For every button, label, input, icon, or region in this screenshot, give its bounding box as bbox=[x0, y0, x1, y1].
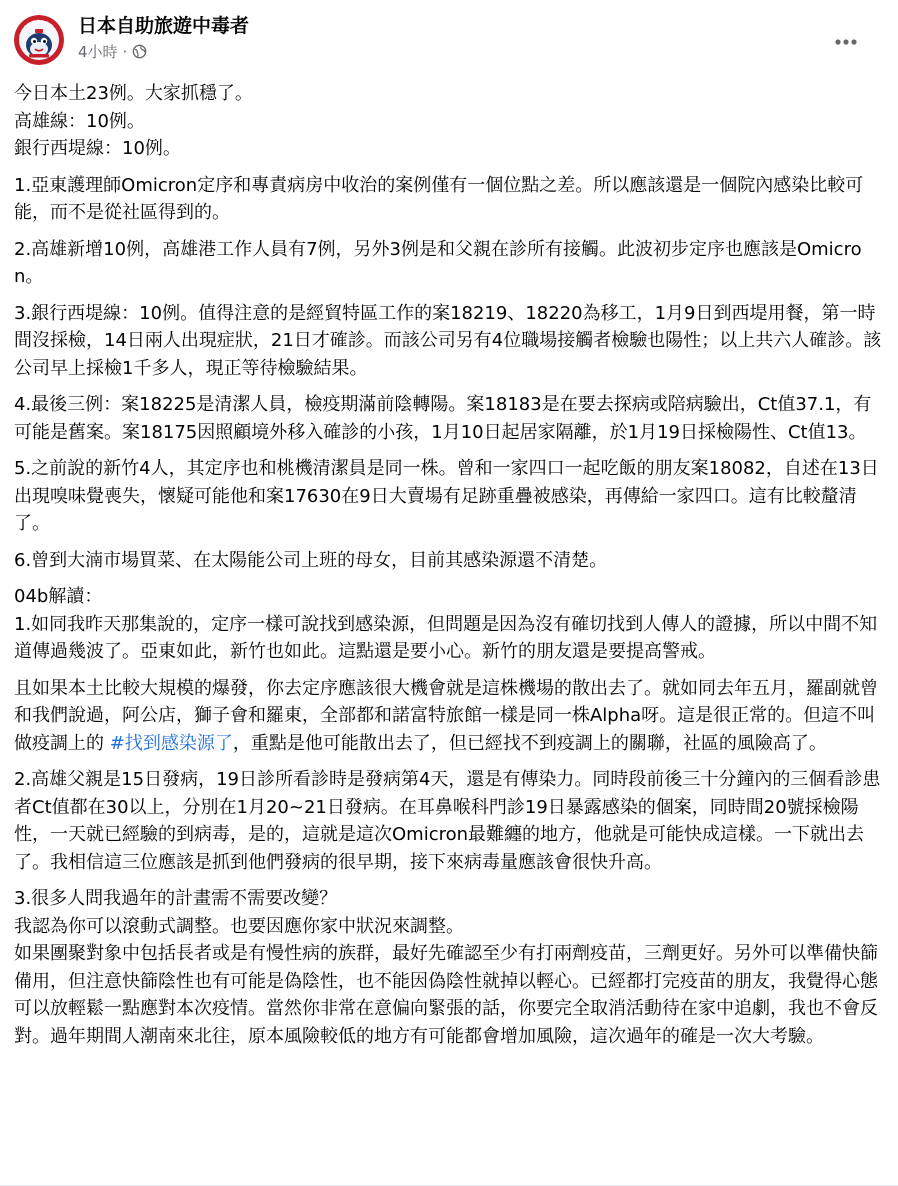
post-paragraph-analysis-extra bbox=[14, 675, 884, 758]
page-name[interactable]: 日本自助旅遊中毒者 bbox=[78, 15, 250, 37]
post-subline bbox=[78, 41, 249, 62]
avatar[interactable] bbox=[14, 15, 64, 65]
post-body bbox=[14, 80, 884, 1050]
avatar-mascot-icon bbox=[14, 15, 64, 65]
avatar-badge-text: 日本自助旅遊中毒者 bbox=[18, 18, 55, 38]
post-paragraph-4: 4.最後三例：案18225是清潔人員，檢疫期滿前陰轉陽。案18183是在要去探病或陪病驗出，Ct值37.1，有可能是舊案。案18175因照顧境外移入確診的小孩，1月10日起居家隔離，於1月19日採檢陽性、Ct值13。 bbox=[14, 394, 872, 443]
post-paragraph-analysis-2: 2.高雄父親是15日發病，19日診所看診時是發病第4天，還是有傳染力。同時段前後三十分鐘內的三個看診患者Ct值都在30以上，分別在1月20~21日發病。在耳鼻喉科門診19日暴露感染的個案，同時間20號採檢陽性，一天就已經驗的到病毒，是的，這就是這次Omicron最難纏的地方，他就是可能快成這樣。一下就出去了。我相信這三位應該是抓到他們發病的很早期，接下來病毒量應該會很快升高。 bbox=[14, 769, 881, 873]
post-paragraph-2: 2.高雄新增10例，高雄港工作人員有7例，另外3例是和父親在診所有接觸。此波初步定序也應該是Omicron。 bbox=[14, 238, 862, 287]
post-meta bbox=[78, 13, 249, 62]
hashtag-link[interactable]: #找到感染源了 bbox=[109, 732, 233, 754]
post-paragraph-5: 5.之前說的新竹4人，其定序也和桃機清潔員是同一株。曾和一家四口一起吃飯的朋友案18082，自述在13日出現嗅味覺喪失，懷疑可能他和案17630在9日大賣場有足跡重疊被感染，再傳給一家四口。這有比較釐清了。 bbox=[14, 458, 879, 534]
more-options-button[interactable] bbox=[828, 24, 864, 60]
post-timestamp[interactable]: 4小時 bbox=[78, 43, 118, 61]
post-header bbox=[14, 0, 884, 80]
separator-dot: · bbox=[122, 42, 128, 61]
paragraph-text-after-hashtag: ，重點是他可能散出去了，但已經找不到疫調上的關聯，社區的風險高了。 bbox=[232, 732, 827, 754]
post-paragraph-analysis-1: 04b解讀： 1.如同我昨天那集說的，定序一樣可說找到感染源，但問題是因為沒有確切找到人傳人的證據，所以中間不知道傳過幾波了。亞東如此，新竹也如此。這點還是要小心。新竹的朋友還是要提高警戒。 bbox=[14, 586, 878, 662]
post-paragraph-summary: 今日本土23例。大家抓穩了。 高雄線：10例。 銀行西堤線：10例。 bbox=[14, 83, 253, 159]
globe-icon[interactable] bbox=[132, 44, 147, 59]
paragraph-text-before-hashtag: 且如果本土比較大規模的爆發，你去定序應該很大機會就是這株機場的散出去了。就如同去年五月，羅副就曾和我們說過，阿公店，獅子會和羅東，全部都和諾富特旅館一樣是同一株Alpha呀。這是很正常的。但這不叫做疫調上的 bbox=[14, 677, 878, 754]
more-horizontal-icon bbox=[835, 39, 857, 45]
post-paragraph-analysis-3: 3.很多人問我過年的計畫需不需要改變？ 我認為你可以滾動式調整。也要因應你家中狀況來調整。 如果團聚對象中包括長者或是有慢性病的族群，最好先確認至少有打兩劑疫苗，三劑更好。另外可以準備快篩備用，但注意快篩陰性也有可能是偽陰性，也不能因偽陰性就掉以輕心。已經都打完疫苗的朋友，我覺得心態可以放輕鬆一點應對本次疫情。當然你非常在意偏向緊張的話，你要完全取消活動待在家中追劇，我也不會反對。過年期間人潮南來北往，原本風險較低的地方有可能都會增加風險，這次過年的確是一次大考驗。 bbox=[14, 888, 878, 1047]
post-paragraph-6: 6.曾到大湳市場買菜、在太陽能公司上班的母女，目前其感染源還不清楚。 bbox=[14, 549, 608, 571]
post-paragraph-3: 3.銀行西堤線：10例。值得注意的是經貿特區工作的案18219、18220為移工，1月9日到西堤用餐，第一時間沒採檢，14日兩人出現症狀，21日才確診。而該公司另有4位職場接觸者檢驗也陽性；以上共六人確診。該公司早上採檢1千多人，現正等待檢驗結果。 bbox=[14, 302, 882, 379]
post-paragraph-1: 1.亞東護理師Omicron定序和專責病房中收治的案例僅有一個位點之差。所以應該還是一個院內感染比較可能，而不是從社區得到的。 bbox=[14, 174, 864, 223]
